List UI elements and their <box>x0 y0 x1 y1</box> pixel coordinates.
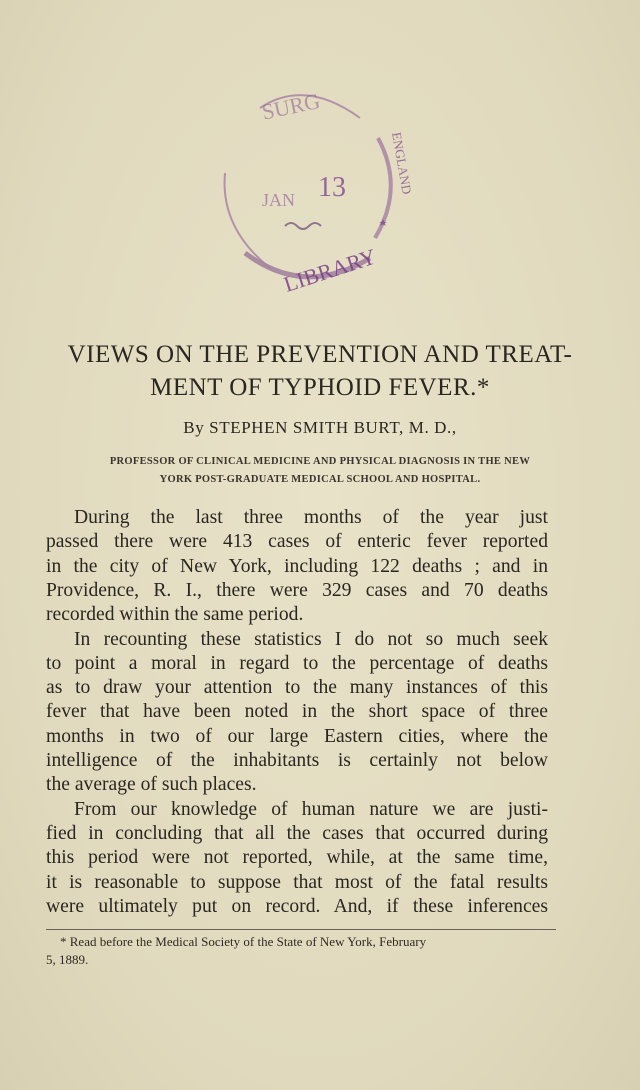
footnote-line-2: 5, 1889. <box>46 952 89 967</box>
body-line: months in two of our large Eastern cities, where the <box>46 726 548 747</box>
body-line: intelligence of the inhabitants is certainly not below <box>46 750 548 771</box>
footnote-divider <box>46 929 556 930</box>
body-line: From our knowledge of human nature we are justi- <box>74 799 548 820</box>
article-title-line-1: VIEWS ON THE PREVENTION AND TREAT- <box>67 341 573 368</box>
body-line: this period were not reported, while, at the same time, <box>46 847 548 868</box>
body-line: fied in concluding that all the cases that occurred during <box>46 823 548 844</box>
stamp-side-text: ENGLAND <box>389 130 415 196</box>
body-line: it is reasonable to suppose that most of the fatal results <box>46 872 548 893</box>
stamp-month: JAN <box>262 190 296 210</box>
stamp-ornament-icon <box>285 223 321 229</box>
body-line: In recounting these statistics I do not so much seek <box>74 629 548 650</box>
body-line: as to draw your attention to the many instances of this <box>46 677 548 698</box>
body-line: to point a moral in regard to the percentage of deaths <box>46 653 548 674</box>
body-line: During the last three months of the year just <box>74 507 548 528</box>
body-line: passed there were 413 cases of enteric fever reported <box>46 531 548 552</box>
article-title-line-2: MENT OF TYPHOID FEVER.* <box>150 374 490 401</box>
body-line: fever that have been noted in the short space of three <box>46 701 548 722</box>
library-stamp <box>200 78 415 297</box>
body-line: were ultimately put on record. And, if these inferences <box>46 896 548 917</box>
stamp-day: 13 <box>318 172 346 203</box>
body-line: recorded within the same period. <box>46 604 304 625</box>
body-line: Providence, R. I., there were 329 cases and 70 deaths <box>46 580 548 601</box>
byline-by: By <box>183 418 205 437</box>
stamp-bottom-text: LIBRARY <box>280 243 380 297</box>
body-line: the average of such places. <box>46 774 257 795</box>
footnote-line-1: * Read before the Medical Society of the State of New York, February <box>60 934 427 949</box>
body-line: in the city of New York, including 122 deaths ; and in <box>46 556 548 577</box>
byline <box>20 417 620 439</box>
affiliation-line-1: PROFESSOR OF CLINICAL MEDICINE AND PHYSICAL DIAGNOSIS IN THE NEW <box>109 456 531 467</box>
byline-author: STEPHEN SMITH BURT, M. D., <box>209 418 457 437</box>
stamp-top-text: SURG <box>259 87 323 125</box>
affiliation-line-2: YORK POST-GRADUATE MEDICAL SCHOOL AND HOSPITAL. <box>159 474 481 485</box>
